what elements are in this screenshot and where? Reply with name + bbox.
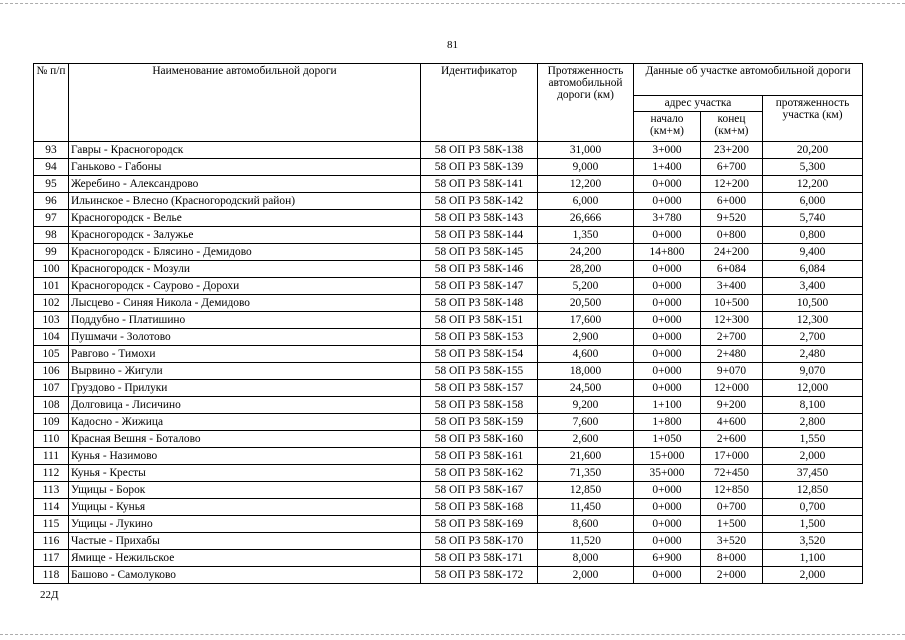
table-row [34, 261, 863, 278]
page-number: 81 [447, 39, 458, 51]
cell-road-length: 12,200 [538, 176, 634, 193]
cell-start: 0+000 [634, 261, 701, 278]
table-row [34, 278, 863, 295]
table-row [34, 499, 863, 516]
cell-road-name: Красногородск - Велье [69, 210, 421, 227]
cell-section-length: 2,800 [763, 414, 863, 431]
cell-end: 2+000 [701, 567, 763, 584]
cell-road-name: Кадосно - Жижица [69, 414, 421, 431]
header-length: Протяженность автомобильной дороги (км) [538, 64, 634, 142]
cell-identifier: 58 ОП РЗ 58К-167 [421, 482, 538, 499]
cell-road-name: Красногородск - Блясино - Демидово [69, 244, 421, 261]
cell-section-length: 1,100 [763, 550, 863, 567]
table-row [34, 227, 863, 244]
cell-section-length: 2,700 [763, 329, 863, 346]
cell-road-name: Гавры - Красногородск [69, 142, 421, 159]
cell-section-length: 2,480 [763, 346, 863, 363]
cell-section-length: 3,520 [763, 533, 863, 550]
cell-road-name: Пушмачи - Золотово [69, 329, 421, 346]
cell-section-length: 5,300 [763, 159, 863, 176]
table-row [34, 567, 863, 584]
cell-start: 0+000 [634, 533, 701, 550]
table-row [34, 244, 863, 261]
cell-no: 112 [34, 465, 69, 482]
cell-identifier: 58 ОП РЗ 58К-160 [421, 431, 538, 448]
cell-no: 95 [34, 176, 69, 193]
cell-no: 109 [34, 414, 69, 431]
cell-no: 114 [34, 499, 69, 516]
cell-section-length: 5,740 [763, 210, 863, 227]
cell-section-length: 9,400 [763, 244, 863, 261]
cell-road-name: Лысцево - Синяя Никола - Демидово [69, 295, 421, 312]
cell-start: 6+900 [634, 550, 701, 567]
header-section-length: протяженность участка (км) [763, 96, 863, 142]
cell-road-length: 8,000 [538, 550, 634, 567]
table-row [34, 482, 863, 499]
cell-road-length: 6,000 [538, 193, 634, 210]
cell-section-length: 6,000 [763, 193, 863, 210]
cell-road-length: 4,600 [538, 346, 634, 363]
cell-road-length: 11,450 [538, 499, 634, 516]
cell-road-length: 18,000 [538, 363, 634, 380]
table-row [34, 431, 863, 448]
cell-identifier: 58 ОП РЗ 58К-139 [421, 159, 538, 176]
cell-identifier: 58 ОП РЗ 58К-169 [421, 516, 538, 533]
cell-start: 0+000 [634, 380, 701, 397]
cell-identifier: 58 ОП РЗ 58К-154 [421, 346, 538, 363]
table-row [34, 533, 863, 550]
cell-end: 2+700 [701, 329, 763, 346]
cell-no: 93 [34, 142, 69, 159]
cell-road-length: 2,900 [538, 329, 634, 346]
cell-start: 0+000 [634, 227, 701, 244]
table-row [34, 295, 863, 312]
cell-start: 14+800 [634, 244, 701, 261]
cell-road-name: Частые - Прихабы [69, 533, 421, 550]
cell-section-length: 2,000 [763, 448, 863, 465]
cell-start: 1+400 [634, 159, 701, 176]
cell-identifier: 58 ОП РЗ 58К-157 [421, 380, 538, 397]
cell-identifier: 58 ОП РЗ 58К-162 [421, 465, 538, 482]
cell-road-name: Красная Вешня - Боталово [69, 431, 421, 448]
cell-start: 35+000 [634, 465, 701, 482]
cell-road-name: Кунья - Кресты [69, 465, 421, 482]
cell-identifier: 58 ОП РЗ 58К-168 [421, 499, 538, 516]
cell-end: 3+520 [701, 533, 763, 550]
header-address: адрес участка [634, 96, 763, 112]
cell-identifier: 58 ОП РЗ 58К-155 [421, 363, 538, 380]
cell-road-name: Красногородск - Залужье [69, 227, 421, 244]
cell-road-name: Красногородск - Мозули [69, 261, 421, 278]
cell-end: 72+450 [701, 465, 763, 482]
cell-start: 1+100 [634, 397, 701, 414]
table-row [34, 176, 863, 193]
cell-road-name: Ущицы - Кунья [69, 499, 421, 516]
header-end: конец (км+м) [701, 112, 763, 142]
cell-no: 97 [34, 210, 69, 227]
cell-identifier: 58 ОП РЗ 58К-170 [421, 533, 538, 550]
cell-end: 12+000 [701, 380, 763, 397]
cell-identifier: 58 ОП РЗ 58К-148 [421, 295, 538, 312]
cell-section-length: 10,500 [763, 295, 863, 312]
cell-start: 15+000 [634, 448, 701, 465]
cell-start: 1+800 [634, 414, 701, 431]
cell-road-name: Ущицы - Лукино [69, 516, 421, 533]
roads-table [33, 63, 863, 584]
cell-identifier: 58 ОП РЗ 58К-158 [421, 397, 538, 414]
cell-end: 12+300 [701, 312, 763, 329]
cell-start: 0+000 [634, 567, 701, 584]
cell-no: 115 [34, 516, 69, 533]
cell-no: 106 [34, 363, 69, 380]
cell-road-name: Ущицы - Борок [69, 482, 421, 499]
cell-start: 0+000 [634, 295, 701, 312]
cell-road-name: Башово - Самолуково [69, 567, 421, 584]
cell-road-length: 24,500 [538, 380, 634, 397]
cell-start: 0+000 [634, 176, 701, 193]
cell-road-name: Кунья - Назимово [69, 448, 421, 465]
cell-end: 1+500 [701, 516, 763, 533]
table-row [34, 142, 863, 159]
cell-section-length: 20,200 [763, 142, 863, 159]
cell-section-length: 12,000 [763, 380, 863, 397]
cell-road-length: 24,200 [538, 244, 634, 261]
cell-end: 12+200 [701, 176, 763, 193]
cell-no: 98 [34, 227, 69, 244]
cell-start: 3+780 [634, 210, 701, 227]
cell-no: 118 [34, 567, 69, 584]
cell-start: 0+000 [634, 499, 701, 516]
table-row [34, 329, 863, 346]
cell-start: 0+000 [634, 329, 701, 346]
cell-end: 6+700 [701, 159, 763, 176]
cell-no: 111 [34, 448, 69, 465]
table-row [34, 210, 863, 227]
cell-end: 4+600 [701, 414, 763, 431]
table-row [34, 193, 863, 210]
cell-no: 104 [34, 329, 69, 346]
cell-section-length: 9,070 [763, 363, 863, 380]
table-row [34, 380, 863, 397]
cell-end: 24+200 [701, 244, 763, 261]
cell-start: 0+000 [634, 363, 701, 380]
cell-identifier: 58 ОП РЗ 58К-145 [421, 244, 538, 261]
cell-road-length: 8,600 [538, 516, 634, 533]
cell-road-name: Жеребино - Александрово [69, 176, 421, 193]
cell-section-length: 1,550 [763, 431, 863, 448]
footer-code: 22Д [40, 589, 59, 601]
table-row [34, 312, 863, 329]
table-row [34, 465, 863, 482]
cell-end: 6+000 [701, 193, 763, 210]
cell-no: 96 [34, 193, 69, 210]
cell-identifier: 58 ОП РЗ 58К-141 [421, 176, 538, 193]
cell-identifier: 58 ОП РЗ 58К-147 [421, 278, 538, 295]
cell-section-length: 3,400 [763, 278, 863, 295]
cell-road-length: 2,000 [538, 567, 634, 584]
cell-end: 9+200 [701, 397, 763, 414]
header-section: Данные об участке автомобильной дороги [634, 64, 863, 96]
cell-start: 0+000 [634, 482, 701, 499]
cell-start: 0+000 [634, 516, 701, 533]
cell-road-length: 71,350 [538, 465, 634, 482]
table-row [34, 363, 863, 380]
cell-no: 117 [34, 550, 69, 567]
table-body [34, 142, 863, 584]
cell-identifier: 58 ОП РЗ 58К-151 [421, 312, 538, 329]
cell-road-name: Красногородск - Саурово - Дорохи [69, 278, 421, 295]
cell-end: 2+600 [701, 431, 763, 448]
scan-edge-top [0, 3, 905, 4]
cell-road-name: Равгово - Тимохи [69, 346, 421, 363]
cell-identifier: 58 ОП РЗ 58К-172 [421, 567, 538, 584]
cell-section-length: 12,200 [763, 176, 863, 193]
cell-road-name: Вырвино - Жигули [69, 363, 421, 380]
cell-no: 116 [34, 533, 69, 550]
cell-road-length: 2,600 [538, 431, 634, 448]
cell-no: 110 [34, 431, 69, 448]
cell-identifier: 58 ОП РЗ 58К-143 [421, 210, 538, 227]
cell-section-length: 2,000 [763, 567, 863, 584]
table-row [34, 346, 863, 363]
cell-road-name: Ганьково - Габоны [69, 159, 421, 176]
cell-road-length: 5,200 [538, 278, 634, 295]
cell-no: 108 [34, 397, 69, 414]
cell-road-length: 26,666 [538, 210, 634, 227]
cell-road-length: 31,000 [538, 142, 634, 159]
cell-start: 0+000 [634, 346, 701, 363]
table-row [34, 516, 863, 533]
table-row [34, 448, 863, 465]
cell-road-length: 9,000 [538, 159, 634, 176]
cell-section-length: 0,700 [763, 499, 863, 516]
cell-road-length: 20,500 [538, 295, 634, 312]
table-row [34, 414, 863, 431]
cell-end: 12+850 [701, 482, 763, 499]
cell-end: 23+200 [701, 142, 763, 159]
cell-road-name: Груздово - Прилуки [69, 380, 421, 397]
cell-start: 0+000 [634, 193, 701, 210]
cell-end: 0+800 [701, 227, 763, 244]
cell-road-name: Поддубно - Платишино [69, 312, 421, 329]
cell-no: 107 [34, 380, 69, 397]
cell-identifier: 58 ОП РЗ 58К-138 [421, 142, 538, 159]
cell-section-length: 1,500 [763, 516, 863, 533]
cell-start: 1+050 [634, 431, 701, 448]
cell-end: 9+520 [701, 210, 763, 227]
cell-start: 0+000 [634, 278, 701, 295]
cell-road-length: 7,600 [538, 414, 634, 431]
scan-edge-bottom [0, 634, 905, 635]
cell-no: 102 [34, 295, 69, 312]
cell-no: 94 [34, 159, 69, 176]
cell-no: 101 [34, 278, 69, 295]
cell-road-length: 12,850 [538, 482, 634, 499]
cell-start: 0+000 [634, 312, 701, 329]
header-start: начало (км+м) [634, 112, 701, 142]
cell-road-length: 21,600 [538, 448, 634, 465]
cell-no: 99 [34, 244, 69, 261]
cell-end: 17+000 [701, 448, 763, 465]
cell-road-name: Долговица - Лисичино [69, 397, 421, 414]
cell-identifier: 58 ОП РЗ 58К-171 [421, 550, 538, 567]
cell-end: 9+070 [701, 363, 763, 380]
cell-road-length: 11,520 [538, 533, 634, 550]
cell-section-length: 0,800 [763, 227, 863, 244]
cell-end: 6+084 [701, 261, 763, 278]
cell-no: 113 [34, 482, 69, 499]
cell-identifier: 58 ОП РЗ 58К-159 [421, 414, 538, 431]
cell-section-length: 12,850 [763, 482, 863, 499]
cell-identifier: 58 ОП РЗ 58К-153 [421, 329, 538, 346]
header-id: Идентификатор [421, 64, 538, 142]
cell-identifier: 58 ОП РЗ 58К-144 [421, 227, 538, 244]
table-header [34, 64, 863, 142]
cell-start: 3+000 [634, 142, 701, 159]
table-row [34, 397, 863, 414]
cell-no: 100 [34, 261, 69, 278]
cell-end: 3+400 [701, 278, 763, 295]
cell-road-name: Ямище - Нежильское [69, 550, 421, 567]
header-no: № п/п [34, 64, 69, 142]
cell-end: 0+700 [701, 499, 763, 516]
cell-no: 105 [34, 346, 69, 363]
cell-identifier: 58 ОП РЗ 58К-161 [421, 448, 538, 465]
cell-road-length: 17,600 [538, 312, 634, 329]
cell-section-length: 6,084 [763, 261, 863, 278]
cell-end: 10+500 [701, 295, 763, 312]
cell-road-name: Ильинское - Влесно (Красногородский район) [69, 193, 421, 210]
cell-no: 103 [34, 312, 69, 329]
table-row [34, 159, 863, 176]
table-row [34, 550, 863, 567]
cell-section-length: 8,100 [763, 397, 863, 414]
cell-end: 2+480 [701, 346, 763, 363]
cell-road-length: 1,350 [538, 227, 634, 244]
header-name: Наименование автомобильной дороги [69, 64, 421, 142]
cell-road-length: 9,200 [538, 397, 634, 414]
cell-road-length: 28,200 [538, 261, 634, 278]
cell-identifier: 58 ОП РЗ 58К-142 [421, 193, 538, 210]
cell-end: 8+000 [701, 550, 763, 567]
cell-identifier: 58 ОП РЗ 58К-146 [421, 261, 538, 278]
cell-section-length: 12,300 [763, 312, 863, 329]
cell-section-length: 37,450 [763, 465, 863, 482]
